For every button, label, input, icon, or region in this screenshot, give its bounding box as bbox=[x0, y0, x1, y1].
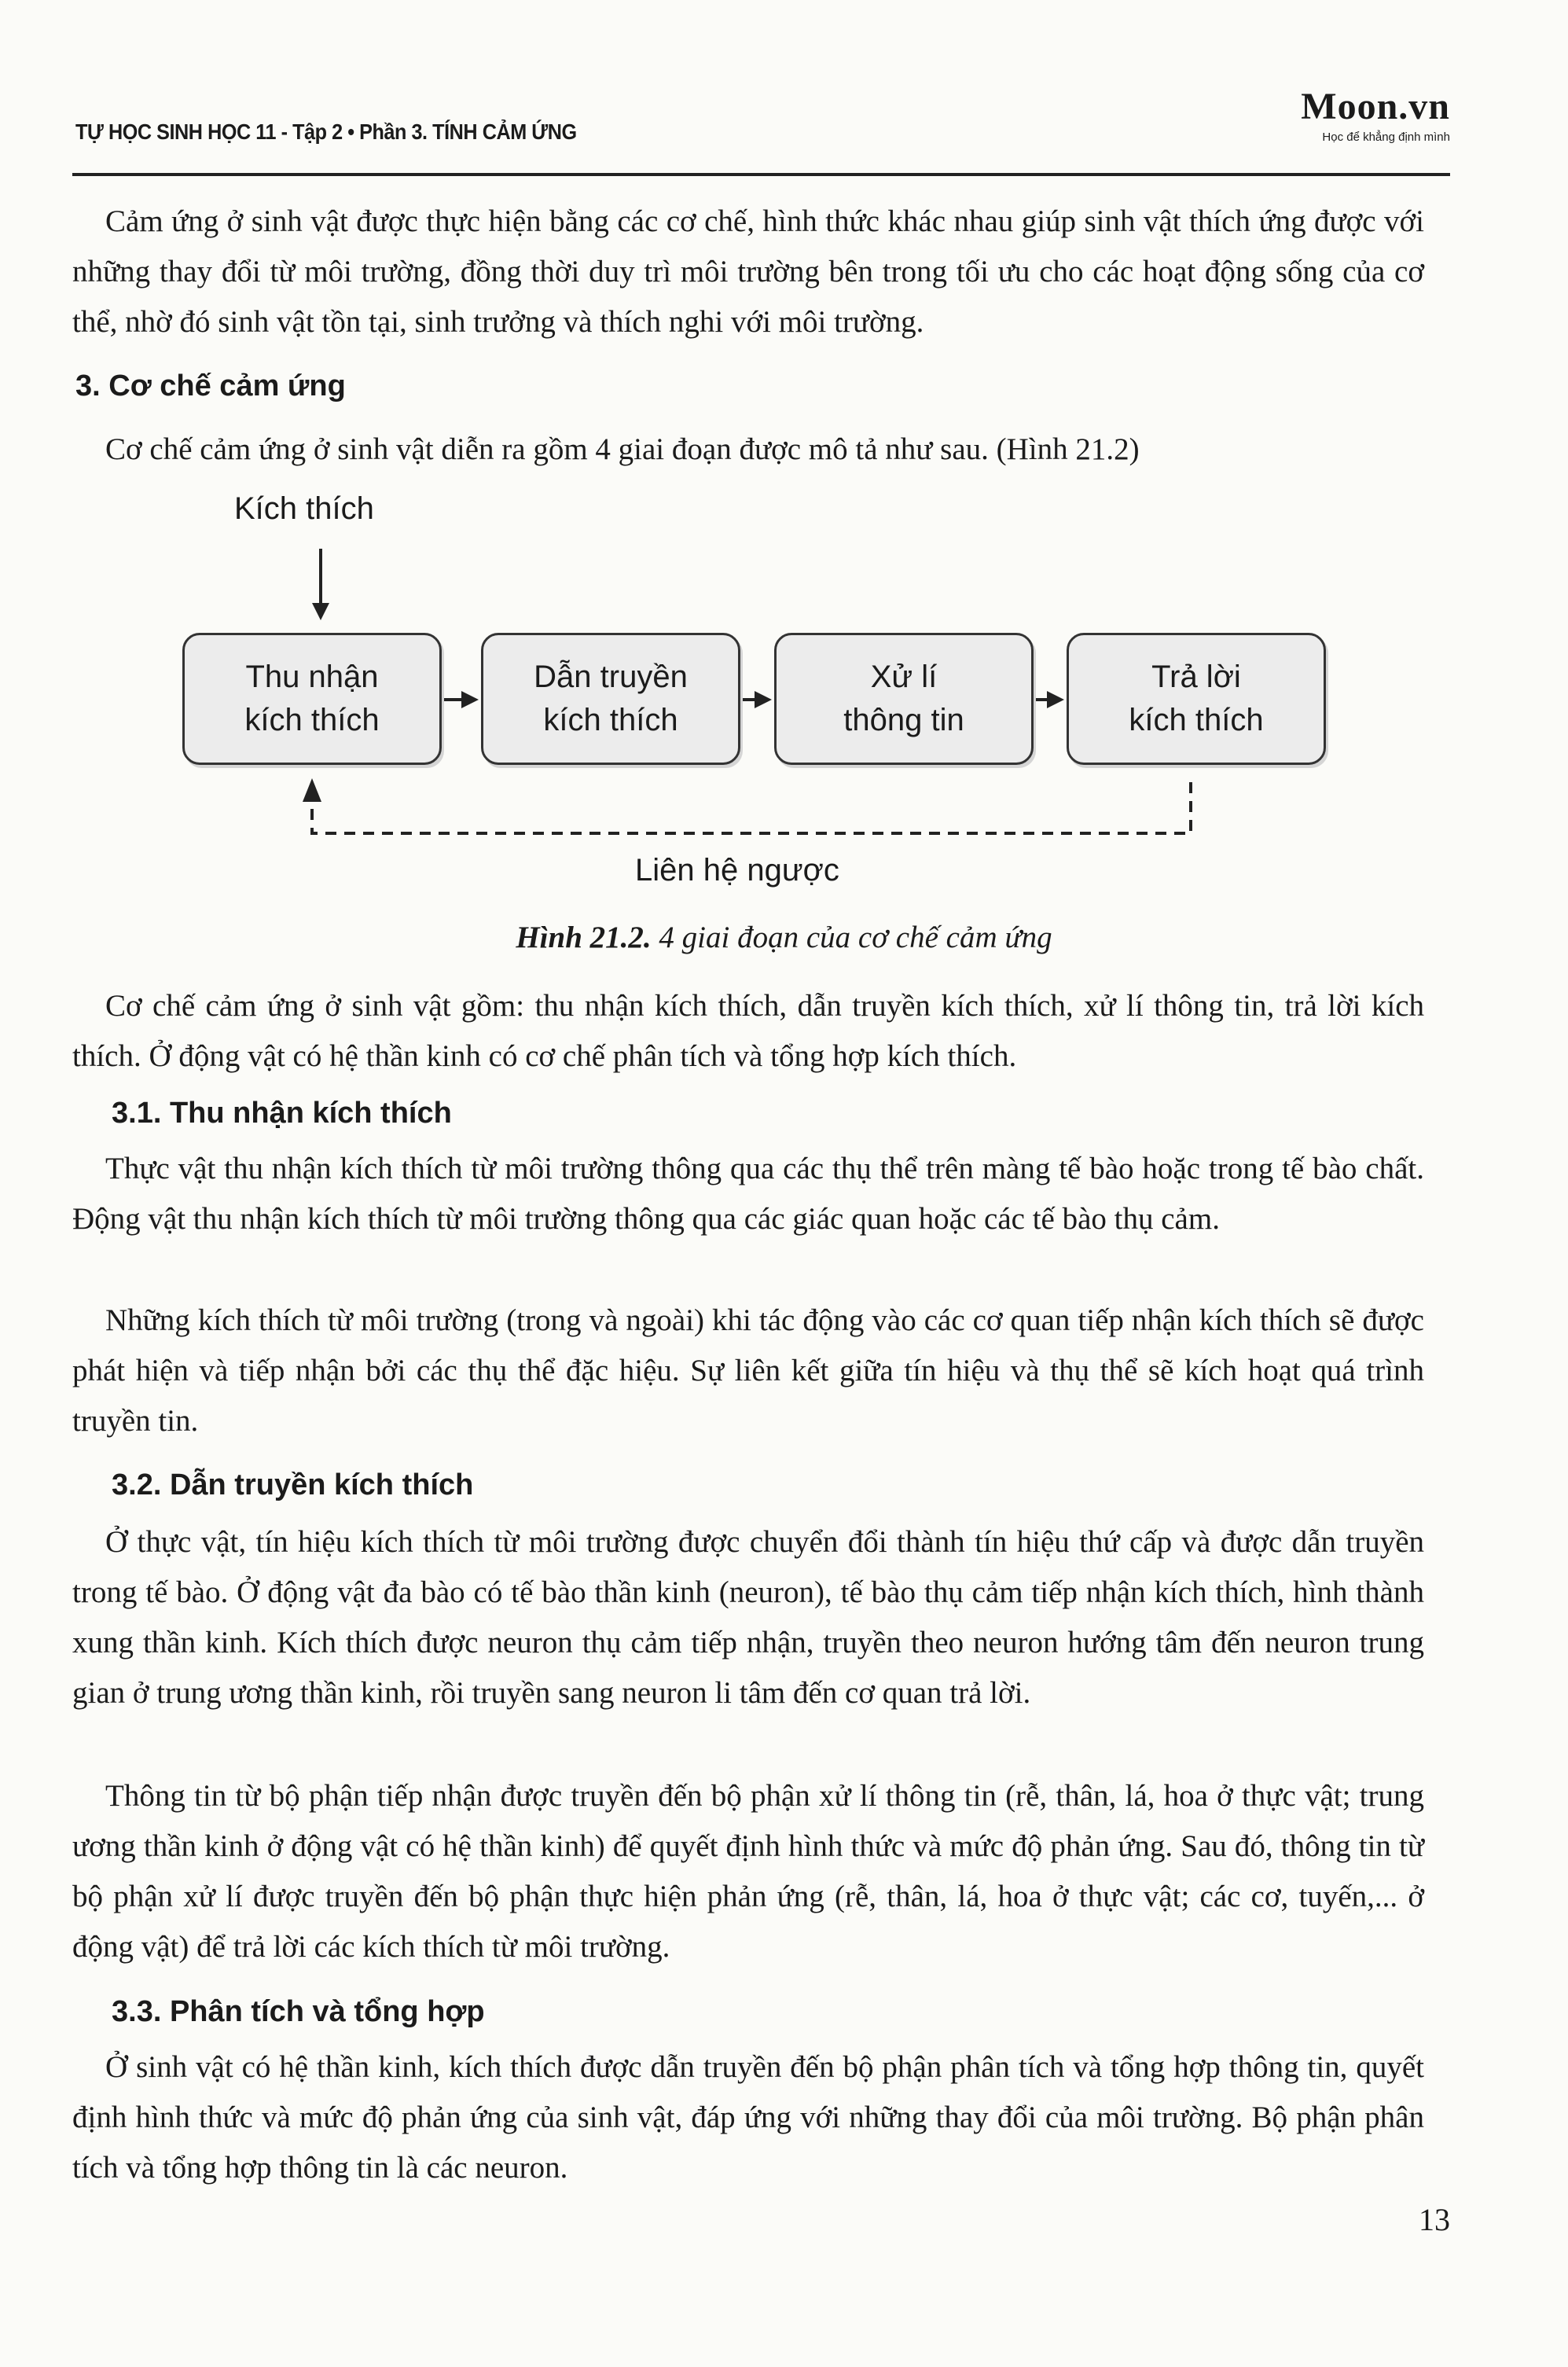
feedback-arrowhead bbox=[303, 778, 321, 802]
page-number: 13 bbox=[1419, 2202, 1450, 2237]
figure-caption-text: 4 giai đoạn của cơ chế cảm ứng bbox=[659, 921, 1052, 954]
stage-line: kích thích bbox=[543, 703, 678, 737]
section-3-2-paragraph: Thông tin từ bộ phận tiếp nhận được truyền đến bộ phận xử lí thông tin (rễ, thân, lá, hoa ở thực vật; trung ương thần kinh ở động vật có hệ thần kinh) để quyết định hình thức và mức độ phản ứng. Sau đó, thông tin từ bộ phận xử lí được truyền đến bộ phận thực hiện phản ứng (rễ, thân, lá, hoa ở thực vật; các cơ, tuyến,... ở động vật) để trả lời các kích thích từ môi trường. bbox=[72, 1779, 1424, 1964]
summary-paragraph: Cơ chế cảm ứng ở sinh vật gồm: thu nhận kích thích, dẫn truyền kích thích, xử lí thông tin, trả lời kích thích. Ở động vật có hệ thần kinh có cơ chế phân tích và tổng hợp kích thích. bbox=[72, 989, 1424, 1073]
figure-caption bbox=[0, 920, 1568, 955]
feedback-label: Liên hệ ngược bbox=[635, 853, 839, 888]
section-3-heading: 3. Cơ chế cảm ứng bbox=[75, 369, 346, 402]
section-3-3-heading: 3.3. Phân tích và tổng hợp bbox=[112, 1995, 485, 2028]
stage-line: Thu nhận bbox=[245, 660, 379, 694]
section-3-intro: Cơ chế cảm ứng ở sinh vật diễn ra gồm 4 giai đoạn được mô tả như sau. (Hình 21.2) bbox=[105, 432, 1140, 466]
brand-name: Moon.vn bbox=[1301, 86, 1450, 127]
intro-paragraph: Cảm ứng ở sinh vật được thực hiện bằng các cơ chế, hình thức khác nhau giúp sinh vật thích ứng được với những thay đổi từ môi trường, đồng thời duy trì môi trường bên trong tối ưu cho các hoạt động sống của cơ thể, nhờ đó sinh vật tồn tại, sinh trưởng và thích nghi với môi trường. bbox=[72, 204, 1424, 339]
stage-line: Dẫn truyền bbox=[534, 660, 688, 694]
stage-line: thông tin bbox=[843, 703, 964, 737]
section-3-2-heading: 3.2. Dẫn truyền kích thích bbox=[112, 1468, 474, 1501]
stage-line: kích thích bbox=[1129, 703, 1264, 737]
stage-line: Xử lí bbox=[870, 660, 938, 694]
stage-line: Trả lời bbox=[1151, 660, 1241, 694]
section-3-1-heading: 3.1. Thu nhận kích thích bbox=[112, 1097, 452, 1130]
diagram-arrows bbox=[0, 0, 1568, 904]
figure-number: Hình 21.2. bbox=[516, 921, 652, 954]
stimulus-label: Kích thích bbox=[234, 491, 374, 526]
stage-line: kích thích bbox=[244, 703, 380, 737]
running-title: TỰ HỌC SINH HỌC 11 - Tập 2 • Phần 3. TÍNH CẢM ỨNG bbox=[75, 119, 577, 144]
section-3-1-paragraph: Những kích thích từ môi trường (trong và ngoài) khi tác động vào các cơ quan tiếp nhận kích thích sẽ được phát hiện và tiếp nhận bởi các thụ thể đặc hiệu. Sự liên kết giữa tín hiệu và thụ thể sẽ kích hoạt quá trình truyền tin. bbox=[72, 1303, 1424, 1438]
section-3-1-paragraph: Thực vật thu nhận kích thích từ môi trường thông qua các thụ thể trên màng tế bào hoặc trong tế bào chất. Động vật thu nhận kích thích từ môi trường thông qua các giác quan hoặc các tế bào thụ cảm. bbox=[72, 1152, 1424, 1236]
section-3-2-paragraph: Ở thực vật, tín hiệu kích thích từ môi trường được chuyển đổi thành tín hiệu thứ cấp và được dẫn truyền trong tế bào. Ở động vật đa bào có tế bào thần kinh (neuron), tế bào thụ cảm tiếp nhận kích thích, hình thành xung thần kinh. Kích thích được neuron thụ cảm tiếp nhận, truyền theo neuron hướng tâm đến neuron trung gian ở trung ương thần kinh, rồi truyền sang neuron li tâm đến cơ quan trả lời. bbox=[72, 1525, 1424, 1710]
section-3-3-paragraph: Ở sinh vật có hệ thần kinh, kích thích được dẫn truyền đến bộ phận phân tích và tổng hợp thông tin, quyết định hình thức và mức độ phản ứng của sinh vật, đáp ứng với những thay đổi của môi trường. Bộ phận phân tích và tổng hợp thông tin là các neuron. bbox=[72, 2050, 1424, 2185]
brand-tagline: Học để khẳng định mình bbox=[1322, 130, 1450, 144]
feedback-loop bbox=[312, 782, 1191, 833]
